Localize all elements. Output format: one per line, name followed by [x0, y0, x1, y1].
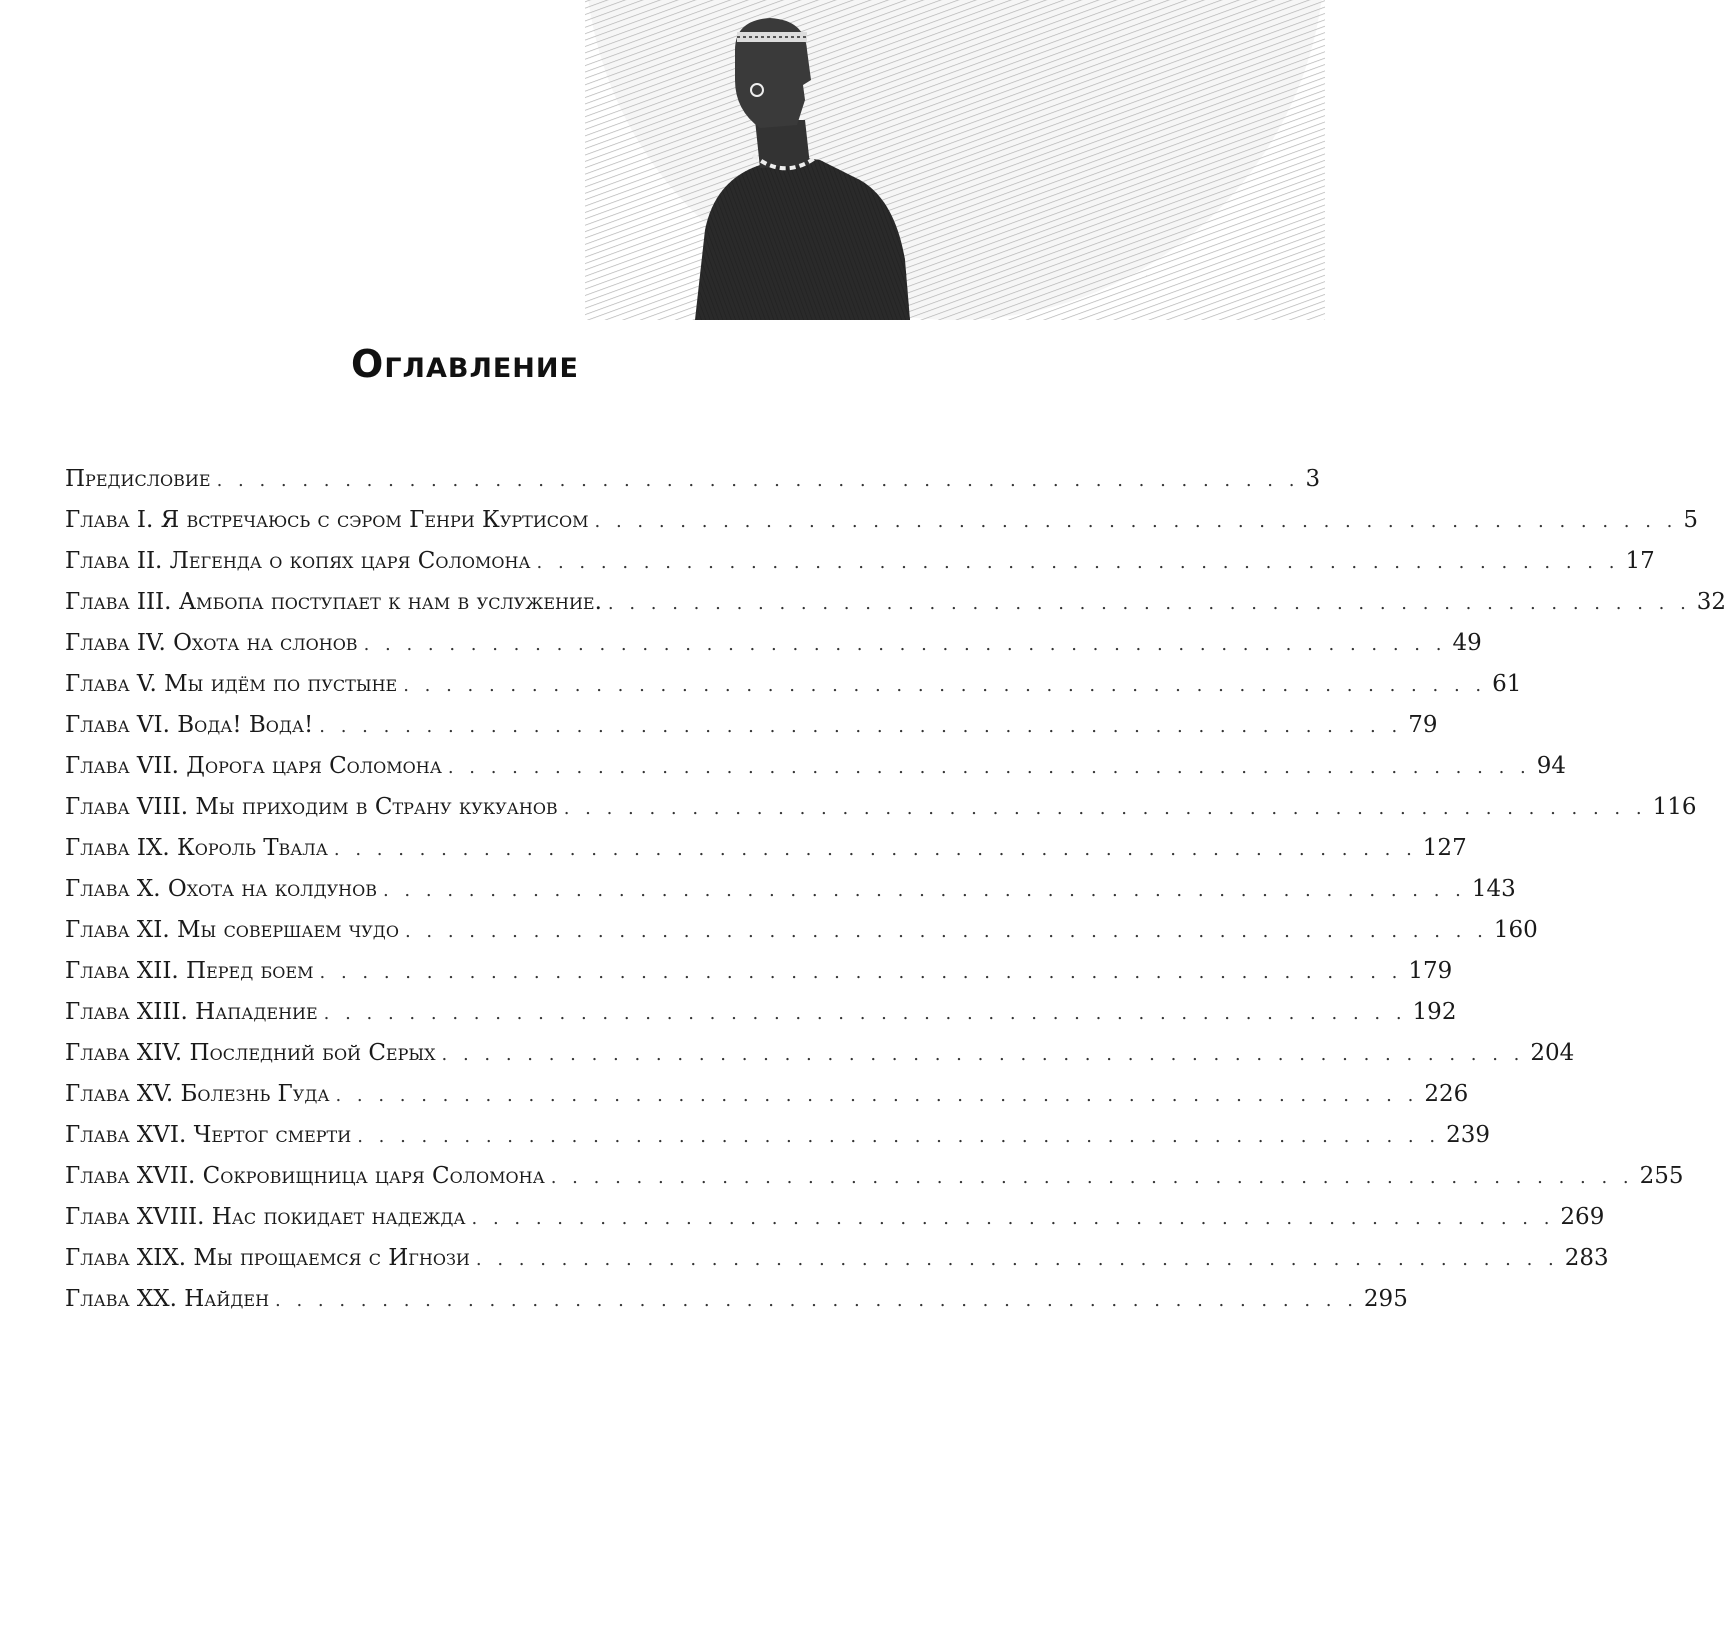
dot-leader: . . . . . . . . . . . . . . . . . . . . . . . . . . . . . . . . . . . . . . . . . . . . . . . . . . . [404, 921, 1488, 942]
toc-entry [65, 999, 1457, 1040]
toc-entry-title: Глава XII. Перед боем [65, 958, 314, 984]
dot-leader: . . . . . . . . . . . . . . . . . . . . . . . . . . . . . . . . . . . . . . . . . . . . . . . . . . . [563, 798, 1647, 819]
toc-entry-page: 61 [1492, 671, 1522, 697]
toc-entry-title: Глава X. Охота на колдунов [65, 876, 377, 902]
toc-entry [65, 1204, 1605, 1245]
toc-entry-page: 239 [1446, 1122, 1490, 1148]
dot-leader: . . . . . . . . . . . . . . . . . . . . . . . . . . . . . . . . . . . . . . . . . . . . . . . . . . . [447, 757, 1531, 778]
toc-entry [65, 589, 1726, 630]
dot-leader: . . . . . . . . . . . . . . . . . . . . . . . . . . . . . . . . . . . . . . . . . . . . . . . . . . . [357, 1126, 1441, 1147]
toc-entry [65, 507, 1699, 548]
toc-entry [65, 712, 1438, 753]
toc-entry-title: Глава V. Мы идём по пустыне [65, 671, 398, 697]
toc-entry-page: 32 [1696, 589, 1726, 615]
toc-entry-title: Глава VIII. Мы приходим в Страну кукуанов [65, 794, 558, 820]
toc-entry-title: Глава XVIII. Нас покидает надежда [65, 1204, 466, 1230]
toc-entry-title: Глава XIV. Последний бой Серых [65, 1040, 436, 1066]
dot-leader: . . . . . . . . . . . . . . . . . . . . . . . . . . . . . . . . . . . . . . . . . . . . . . . . . . . [607, 593, 1691, 614]
toc-entry-page: 94 [1536, 753, 1567, 779]
dot-leader: . . . . . . . . . . . . . . . . . . . . . . . . . . . . . . . . . . . . . . . . . . . . . . . . . . . [550, 1167, 1634, 1188]
toc-entry-page: 17 [1625, 548, 1655, 574]
page-title: Оглавление [351, 342, 579, 386]
toc-entry-page: 204 [1530, 1040, 1575, 1066]
toc-entry-page: 255 [1639, 1163, 1684, 1189]
toc-entry-page: 116 [1652, 794, 1697, 820]
dot-leader: . . . . . . . . . . . . . . . . . . . . . . . . . . . . . . . . . . . . . . . . . . . . . . . . . . . [403, 675, 1487, 696]
toc-entry-title: Глава I. Я встречаюсь с сэром Генри Куртисом [65, 507, 589, 533]
toc-entry-title: Глава III. Амбопа поступает к нам в услужение. [65, 589, 602, 615]
dot-leader: . . . . . . . . . . . . . . . . . . . . . . . . . . . . . . . . . . . . . . . . . . . . . . . . . . . [441, 1044, 1525, 1065]
dot-leader: . . . . . . . . . . . . . . . . . . . . . . . . . . . . . . . . . . . . . . . . . . . . . . . . . . . [319, 962, 1403, 983]
toc-entry [65, 630, 1482, 671]
dot-leader: . . . . . . . . . . . . . . . . . . . . . . . . . . . . . . . . . . . . . . . . . . . . . . . . . . . [335, 1085, 1419, 1106]
dot-leader: . . . . . . . . . . . . . . . . . . . . . . . . . . . . . . . . . . . . . . . . . . . . . . . . . . . [475, 1249, 1559, 1270]
toc-entry-title: Глава XIII. Нападение [65, 999, 318, 1025]
toc-entry-page: 179 [1408, 958, 1453, 984]
toc-entry-page: 269 [1560, 1204, 1605, 1230]
toc-entry-page: 127 [1422, 835, 1467, 861]
toc-entry-title: Глава VII. Дорога царя Соломона [65, 753, 442, 779]
toc-entry-title: Глава XX. Найден [65, 1286, 270, 1312]
dot-leader: . . . . . . . . . . . . . . . . . . . . . . . . . . . . . . . . . . . . . . . . . . . . . . . . . . . [363, 634, 1447, 655]
dot-leader: . . . . . . . . . . . . . . . . . . . . . . . . . . . . . . . . . . . . . . . . . . . . . . . . . . . [323, 1003, 1407, 1024]
toc-entry-page: 49 [1452, 630, 1482, 656]
toc-entry [65, 876, 1516, 917]
toc-entry [65, 794, 1697, 835]
dot-leader: . . . . . . . . . . . . . . . . . . . . . . . . . . . . . . . . . . . . . . . . . . . . . . . . . . . [536, 552, 1620, 573]
toc-entry-page: 143 [1471, 876, 1516, 902]
toc-entry [65, 1245, 1609, 1286]
toc-entry [65, 466, 1321, 507]
dot-leader: . . . . . . . . . . . . . . . . . . . . . . . . . . . . . . . . . . . . . . . . . . . . . . . . . . . [275, 1290, 1358, 1311]
toc-entry-page: 295 [1363, 1286, 1408, 1312]
toc-entry-title: Предисловие [65, 466, 211, 492]
toc-entry-page: 226 [1424, 1081, 1469, 1107]
toc-entry-title: Глава XVI. Чертог смерти [65, 1122, 352, 1148]
toc-entry [65, 1122, 1490, 1163]
dot-leader: . . . . . . . . . . . . . . . . . . . . . . . . . . . . . . . . . . . . . . . . . . . . . . . . . . . [319, 716, 1403, 737]
toc-entry [65, 835, 1467, 876]
table-of-contents [65, 466, 1726, 1327]
toc-entry-title: Глава IV. Охота на слонов [65, 630, 358, 656]
toc-entry-page: 192 [1412, 999, 1457, 1025]
toc-entry-page: 79 [1408, 712, 1438, 738]
portrait-illustration [585, 0, 1325, 320]
toc-entry [65, 917, 1538, 958]
toc-entry [65, 753, 1567, 794]
dot-leader: . . . . . . . . . . . . . . . . . . . . . . . . . . . . . . . . . . . . . . . . . . . . . . . . . . . [216, 470, 1300, 491]
toc-entry-title: Глава XI. Мы совершаем чудо [65, 917, 399, 943]
toc-entry [65, 1040, 1575, 1081]
toc-entry-page: 3 [1305, 466, 1321, 492]
dot-leader: . . . . . . . . . . . . . . . . . . . . . . . . . . . . . . . . . . . . . . . . . . . . . . . . . . . [333, 839, 1417, 860]
toc-entry-page: 160 [1493, 917, 1538, 943]
toc-entry-title: Глава XV. Болезнь Гуда [65, 1081, 330, 1107]
toc-entry-title: Глава II. Легенда о копях царя Соломона [65, 548, 531, 574]
dot-leader: . . . . . . . . . . . . . . . . . . . . . . . . . . . . . . . . . . . . . . . . . . . . . . . . . . . [382, 880, 1466, 901]
toc-entry-title: Глава XIX. Мы прощаемся с Игнози [65, 1245, 470, 1271]
toc-entry [65, 958, 1453, 999]
toc-entry [65, 1081, 1469, 1122]
toc-entry [65, 548, 1655, 589]
toc-entry-page: 283 [1564, 1245, 1609, 1271]
portrait-engraving [585, 0, 1325, 320]
toc-entry-page: 5 [1683, 507, 1699, 533]
toc-entry-title: Глава IX. Король Твала [65, 835, 328, 861]
toc-entry [65, 1163, 1684, 1204]
toc-entry [65, 671, 1522, 712]
dot-leader: . . . . . . . . . . . . . . . . . . . . . . . . . . . . . . . . . . . . . . . . . . . . . . . . . . . [471, 1208, 1555, 1229]
toc-entry-title: Глава XVII. Сокровищница царя Соломона [65, 1163, 545, 1189]
toc-entry-title: Глава VI. Вода! Вода! [65, 712, 314, 738]
toc-entry [65, 1286, 1408, 1327]
dot-leader: . . . . . . . . . . . . . . . . . . . . . . . . . . . . . . . . . . . . . . . . . . . . . . . . . . . [594, 511, 1678, 532]
